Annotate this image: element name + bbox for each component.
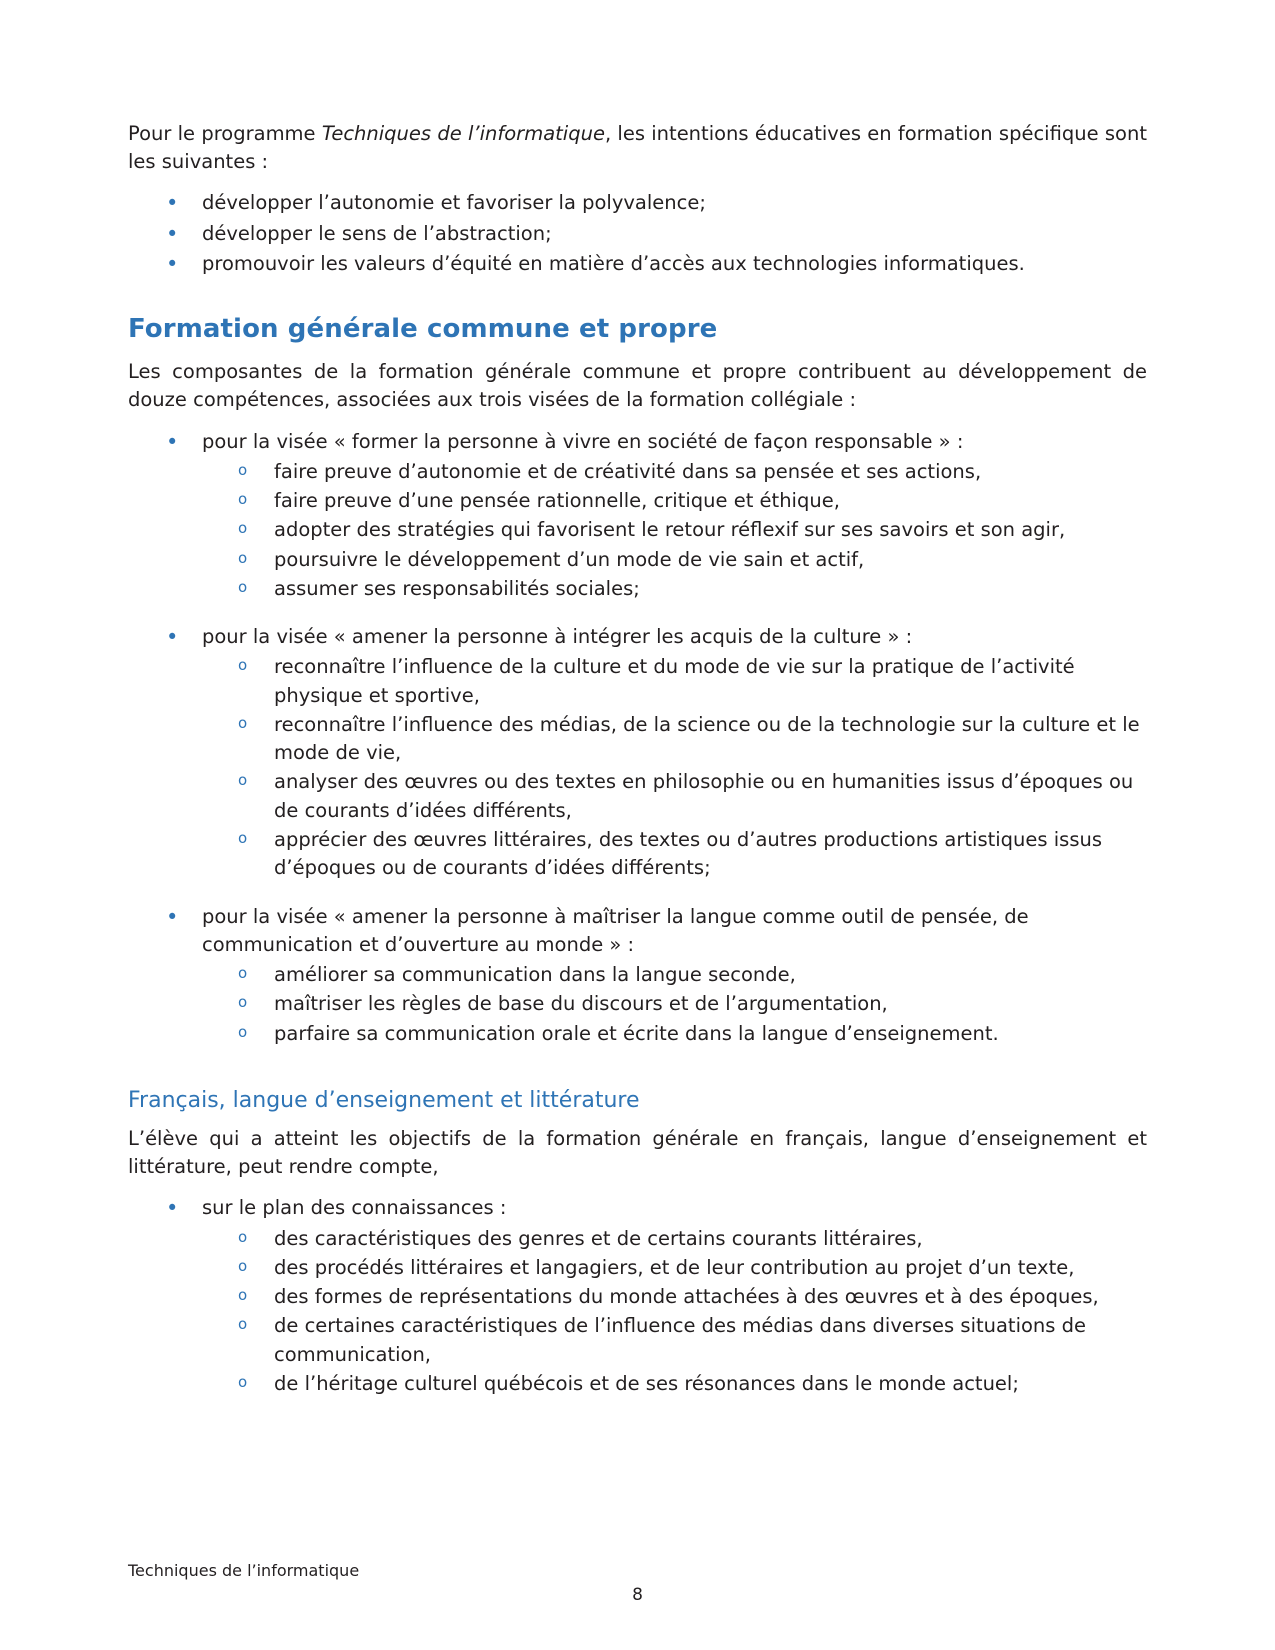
section-title-francais: Français, langue d’enseignement et littérature [128,1087,640,1113]
list-item: • développer le sens de l’abstraction; [128,220,1147,248]
sub-list-item: o reconnaître l’influence des médias, de la science ou de la technologie sur la culture et le mode de vie, [128,711,1147,768]
sub-list [128,653,1147,882]
sub-list [128,458,1147,603]
bullet-group [128,1194,1147,1398]
sub-list-item: o de l’héritage culturel québécois et de ses résonances dans le monde actuel; [128,1370,1147,1398]
list-item: • pour la visée « amener la personne à maîtriser la langue comme outil de pensée, de communication et d’ouverture au monde » : [128,903,1147,960]
footer-label: Techniques de l’informatique [128,1561,360,1580]
list-item: • pour la visée « amener la personne à intégrer les acquis de la culture » : [128,623,1147,651]
sub-list-item: o parfaire sa communication orale et écrite dans la langue d’enseignement. [128,1020,1147,1048]
sub-list-item: o maîtriser les règles de base du discours et de l’argumentation, [128,990,1147,1018]
sub-list-item: o des caractéristiques des genres et de certains courants littéraires, [128,1225,1147,1253]
list-item: • pour la visée « former la personne à vivre en société de façon responsable » : [128,428,1147,456]
sub-list-item: o faire preuve d’autonomie et de créativité dans sa pensée et ses actions, [128,458,1147,486]
list-item: • développer l’autonomie et favoriser la polyvalence; [128,189,1147,217]
section1-paragraph: Les composantes de la formation générale commune et propre contribuent au développement de douze compétences, associées aux trois visées de la formation collégiale : [128,360,1147,411]
sub-list-item: o apprécier des œuvres littéraires, des textes ou d’autres productions artistiques issus d’époques ou de courants d’idées différents; [128,826,1147,883]
section2-paragraph: L’élève qui a atteint les objectifs de la formation générale en français, langue d’enseignement et littérature, peut rendre compte, [128,1126,1147,1178]
sub-list-item: o reconnaître l’influence de la culture et du mode de vie sur la pratique de l’activité physique et sportive, [128,653,1147,710]
program-name: Techniques de l’informatique [321,122,605,145]
sub-list-item: o des formes de représentations du monde attachées à des œuvres et à des époques, [128,1283,1147,1311]
sub-list-item: o adopter des stratégies qui favorisent le retour réflexif sur ses savoirs et son agir, [128,516,1147,544]
sub-list-item: o faire preuve d’une pensée rationnelle, critique et éthique, [128,487,1147,515]
bullet-group [128,903,1147,1048]
sub-list-item: o améliorer sa communication dans la langue seconde, [128,961,1147,989]
sub-list-item: o de certaines caractéristiques de l’influence des médias dans diverses situations de communication, [128,1312,1147,1369]
sub-list-item: o analyser des œuvres ou des textes en philosophie ou en humanities issus d’époques ou de courants d’idées différents, [128,768,1147,825]
intro-text-before: Pour le programme [128,122,322,145]
sub-list-item: o poursuivre le développement d’un mode de vie sain et actif, [128,546,1147,574]
intro-bullet-list [128,189,1147,278]
intro-paragraph [128,120,1147,175]
list-item: • promouvoir les valeurs d’équité en matière d’accès aux technologies informatiques. [128,250,1147,278]
list-item: • sur le plan des connaissances : [128,1194,1147,1222]
bullet-group [128,428,1147,604]
bullet-group [128,623,1147,882]
page-number: 8 [632,1585,643,1605]
sub-list [128,1225,1147,1399]
intro-text-after: , les intentions éducatives en formation spécifique sont les suivantes : [128,122,1147,173]
sub-list-item: o assumer ses responsabilités sociales; [128,575,1147,603]
section-title-formation-generale: Formation générale commune et propre [128,314,718,345]
sub-list [128,961,1147,1048]
sub-list-item: o des procédés littéraires et langagiers, et de leur contribution au projet d’un texte, [128,1254,1147,1282]
